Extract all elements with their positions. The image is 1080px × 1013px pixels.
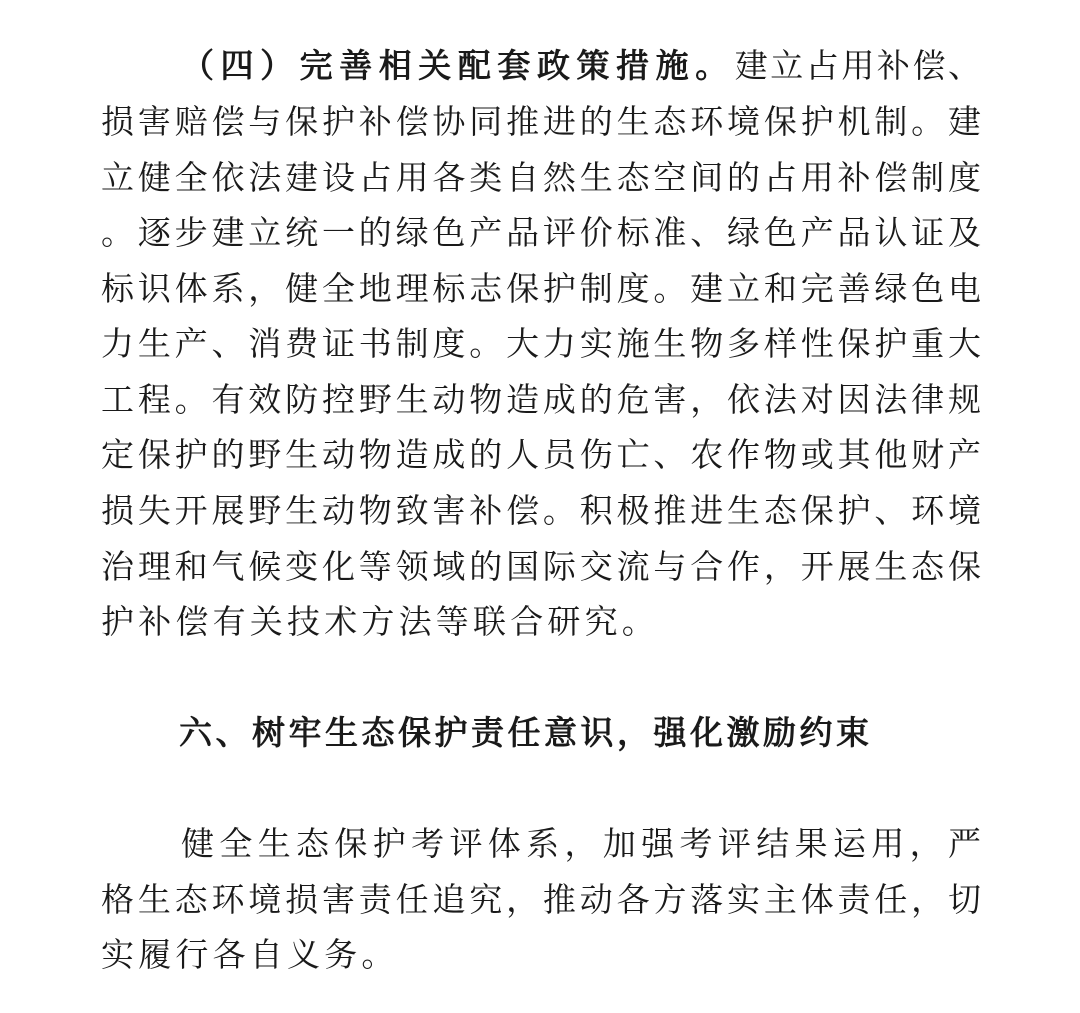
paragraph-line: 力生产、消费证书制度。大力实施生物多样性保护重大 <box>101 324 981 363</box>
paragraph-line: 工程。有效防控野生动物造成的危害，依法对因法律规 <box>101 380 981 419</box>
paragraph-line: 损失开展野生动物致害补偿。积极推进生态保护、环境 <box>101 491 981 530</box>
paragraph-line: 护补偿有关技术方法等联合研究。 <box>101 602 659 641</box>
section-heading: 六、树牢生态保护责任意识，强化激励约束 <box>179 713 873 752</box>
paragraph-line: 治理和气候变化等领域的国际交流与合作，开展生态保 <box>101 547 981 586</box>
paragraph-line: 标识体系，健全地理标志保护制度。建立和完善绿色电 <box>101 269 981 308</box>
paragraph-line: 实履行各自义务。 <box>101 935 399 974</box>
subsection-heading: （四）完善相关配套政策措施。 <box>181 46 735 85</box>
paragraph-line: 。逐步建立统一的绿色产品评价标准、绿色产品认证及 <box>101 213 981 252</box>
paragraph-line: 格生态环境损害责任追究，推动各方落实主体责任，切 <box>101 880 981 919</box>
paragraph-line: 定保护的野生动物造成的人员伤亡、农作物或其他财产 <box>101 435 981 474</box>
paragraph-text: 建立占用补偿、 <box>734 46 981 85</box>
paragraph-line: 立健全依法建设占用各类自然生态空间的占用补偿制度 <box>101 158 981 197</box>
paragraph-line: 损害赔偿与保护补偿协同推进的生态环境保护机制。建 <box>101 102 981 141</box>
paragraph-line: 健全生态保护考评体系，加强考评结果运用，严 <box>181 824 981 863</box>
paragraph-line <box>181 38 981 94</box>
